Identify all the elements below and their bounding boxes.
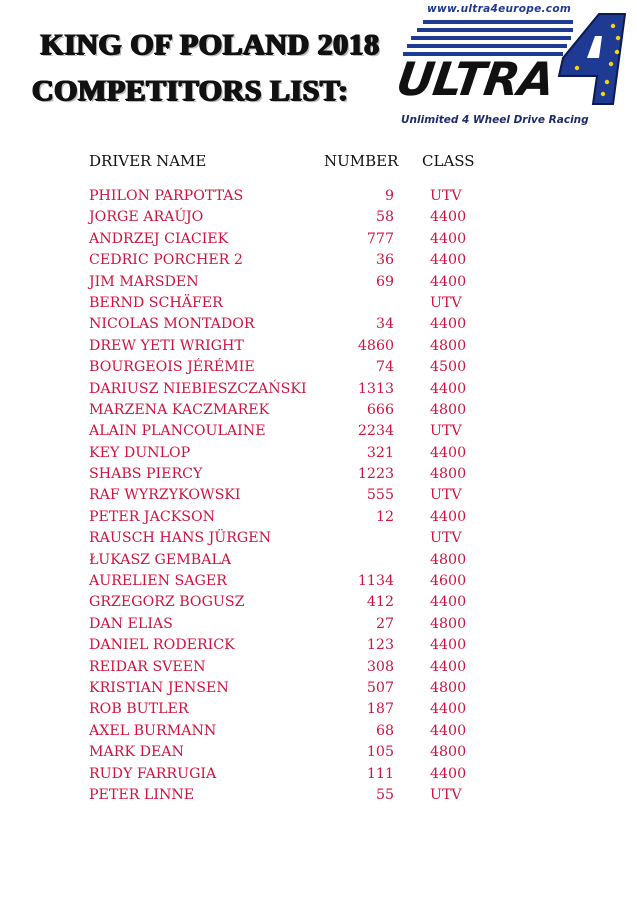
competitor-row — [0, 507, 637, 528]
competitor-name: RUDY FARRUGIA — [89, 765, 217, 782]
competitor-class: 4800 — [430, 551, 467, 568]
competitor-name: ŁUKASZ GEMBALA — [89, 551, 232, 568]
header-driver-name: DRIVER NAME — [89, 152, 207, 170]
competitor-name: REIDAR SVEEN — [89, 658, 206, 675]
competitor-row — [0, 635, 637, 656]
competitor-class: 4400 — [430, 722, 467, 739]
competitor-class: 4400 — [430, 316, 467, 333]
competitor-row — [0, 678, 637, 699]
competitor-class: 4400 — [430, 252, 467, 269]
competitor-class: 4800 — [430, 615, 467, 632]
competitor-number: 36 — [375, 252, 394, 269]
competitor-name: AXEL BURMANN — [89, 722, 217, 739]
competitor-name: CEDRIC PORCHER 2 — [89, 252, 243, 269]
competitor-class: UTV — [430, 530, 462, 547]
competitor-class: UTV — [430, 423, 462, 440]
competitor-class: 4400 — [430, 444, 467, 461]
competitor-class: 4800 — [430, 337, 467, 354]
competitor-name: MARZENA KACZMAREK — [89, 401, 270, 418]
competitor-number: 105 — [366, 744, 394, 761]
competitor-name: DARIUSZ NIEBIESZCZAŃSKI — [89, 380, 307, 397]
title-line-2: COMPETITORS LIST: — [32, 74, 349, 107]
competitor-class: 4400 — [430, 209, 467, 226]
competitor-row — [0, 657, 637, 678]
competitor-number: 555 — [366, 487, 394, 504]
header-number: NUMBER — [324, 152, 399, 170]
competitor-row — [0, 314, 637, 335]
competitor-row — [0, 379, 637, 400]
logo-tagline: Unlimited 4 Wheel Drive Racing — [401, 114, 589, 126]
competitor-name: JIM MARSDEN — [89, 273, 199, 290]
competitor-name: RAF WYRZYKOWSKI — [89, 487, 241, 504]
competitor-row — [0, 293, 637, 314]
competitor-number: 187 — [366, 701, 394, 718]
competitor-class: 4400 — [430, 765, 467, 782]
logo-four-numeral — [555, 12, 627, 112]
competitor-number: 507 — [366, 679, 394, 696]
competitor-number: 27 — [375, 615, 394, 632]
competitor-class: 4800 — [430, 744, 467, 761]
competitor-row — [0, 528, 637, 549]
competitor-number: 9 — [384, 188, 394, 204]
competitor-row — [0, 421, 637, 442]
competitor-class: 4400 — [430, 701, 467, 718]
competitor-number: 1223 — [357, 466, 394, 483]
competitor-name: DREW YETI WRIGHT — [89, 337, 244, 354]
competitor-name: DANIEL RODERICK — [89, 637, 235, 654]
competitor-number: 666 — [366, 401, 394, 418]
competitor-number: 321 — [366, 444, 394, 461]
competitor-number: 12 — [375, 508, 394, 525]
competitor-number: 2234 — [357, 423, 394, 440]
competitor-row — [0, 186, 637, 207]
competitor-name: MARK DEAN — [89, 744, 184, 761]
competitor-name: AURELIEN SAGER — [89, 573, 227, 590]
competitor-row — [0, 699, 637, 720]
competitor-number: 123 — [366, 637, 394, 654]
competitor-row — [0, 207, 637, 228]
competitor-number: 69 — [375, 273, 394, 290]
competitor-name: ALAIN PLANCOULAINE — [89, 423, 266, 440]
competitor-row — [0, 592, 637, 613]
competitor-row — [0, 614, 637, 635]
competitor-number: 4860 — [357, 337, 394, 354]
competitor-class: 4400 — [430, 230, 467, 247]
competitor-row — [0, 785, 637, 806]
competitor-row — [0, 464, 637, 485]
logo-wordmark: ULTRA — [393, 52, 558, 106]
competitor-name: KEY DUNLOP — [89, 444, 191, 461]
competitor-row — [0, 721, 637, 742]
competitor-class: 4600 — [430, 573, 467, 590]
competitor-class: 4400 — [430, 273, 467, 290]
competitor-number: 1313 — [357, 380, 394, 397]
competitor-class: 4800 — [430, 466, 467, 483]
competitor-name: BERND SCHÄFER — [89, 294, 223, 311]
competitor-class: 4400 — [430, 594, 467, 611]
competitor-number: 111 — [366, 765, 394, 782]
title-line-1: KING OF POLAND 2018 — [40, 28, 380, 61]
competitor-class: 4500 — [430, 359, 467, 376]
competitor-class: UTV — [430, 487, 462, 504]
competitor-row — [0, 742, 637, 763]
competitor-name: GRZEGORZ BOGUSZ — [89, 594, 245, 611]
competitor-number: 1134 — [357, 573, 394, 590]
competitor-row — [0, 272, 637, 293]
competitor-row — [0, 571, 637, 592]
header-class: CLASS — [422, 152, 475, 170]
competitor-name: JORGE ARAÚJO — [89, 209, 204, 226]
competitor-name: PETER JACKSON — [89, 508, 216, 525]
competitor-number: 412 — [366, 594, 394, 611]
competitor-row — [0, 485, 637, 506]
competitor-class: 4800 — [430, 679, 467, 696]
competitor-name: KRISTIAN JENSEN — [89, 679, 229, 696]
competitor-name: SHABS PIERCY — [89, 466, 203, 483]
competitor-row — [0, 550, 637, 571]
competitor-number: 34 — [375, 316, 394, 333]
logo-url: www.ultra4europe.com — [427, 3, 572, 15]
competitor-row — [0, 443, 637, 464]
competitor-number: 58 — [375, 209, 394, 226]
competitor-class: 4400 — [430, 637, 467, 654]
competitor-class: 4400 — [430, 380, 467, 397]
competitor-row — [0, 250, 637, 271]
competitor-number: 74 — [375, 359, 394, 376]
competitors-list — [0, 186, 637, 806]
competitor-name: RAUSCH HANS JÜRGEN — [89, 530, 272, 547]
page-title — [30, 22, 390, 114]
competitor-name: NICOLAS MONTADOR — [89, 316, 255, 333]
competitor-name: ANDRZEJ CIACIEK — [89, 230, 229, 247]
competitor-name: ROB BUTLER — [89, 701, 189, 718]
competitor-row — [0, 764, 637, 785]
competitor-number: 308 — [366, 658, 394, 675]
competitor-row — [0, 400, 637, 421]
competitor-number: 55 — [375, 786, 394, 803]
competitor-row — [0, 229, 637, 250]
competitor-name: PETER LINNE — [89, 786, 195, 803]
competitor-class: 4400 — [430, 508, 467, 525]
competitor-number: 777 — [366, 230, 394, 247]
competitor-name: PHILON PARPOTTAS — [89, 188, 244, 204]
competitor-class: 4400 — [430, 658, 467, 675]
competitor-row — [0, 357, 637, 378]
competitor-name: DAN ELIAS — [89, 615, 173, 632]
competitor-class: 4800 — [430, 401, 467, 418]
ultra4-logo — [395, 0, 630, 130]
competitor-class: UTV — [430, 294, 462, 311]
competitor-name: BOURGEOIS JÉRÉMIE — [89, 359, 255, 376]
competitor-row — [0, 336, 637, 357]
competitor-class: UTV — [430, 188, 462, 204]
competitor-class: UTV — [430, 786, 462, 803]
competitor-number: 68 — [375, 722, 394, 739]
